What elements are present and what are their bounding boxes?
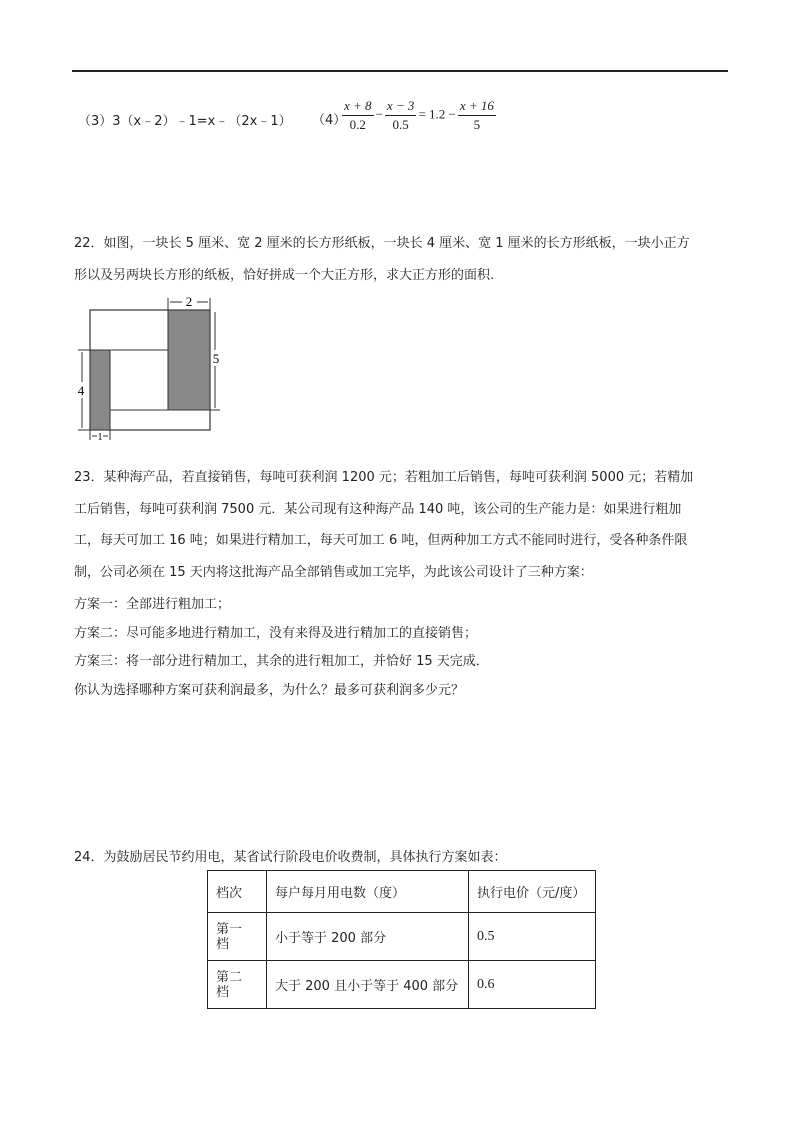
q22-line-1: 22．如图，一块长 5 厘米、宽 2 厘米的长方形纸板，一块长 4 厘米、宽 1 厘米的长方形纸板，一块小正方 [74,236,690,251]
rectangle-2x5 [168,310,210,410]
q23-line-3: 工，每天可加工 16 吨；如果进行精加工，每天可加工 6 吨，但两种加工方式不能同时进行，受各种条件限 [74,533,688,548]
q21-item4-label: （4） [312,113,347,128]
q23-question: 你认为选择哪种方案可获利润最多，为什么？最多可获利润多少元？ [74,682,465,698]
dim-label-right: 5 [212,351,220,366]
fraction-1 [342,97,374,134]
rectangle-1x4 [90,350,110,430]
fraction-2-denominator: 0.5 [392,117,409,132]
q23-plans [74,591,489,705]
q23-plan-2: 方案二：尽可能多地进行精加工，没有来得及进行精加工的直接销售； [74,625,478,641]
dim-label-left: 4 [77,383,85,398]
q21-item3-label: （3） [78,114,113,129]
table-header-row [208,871,596,913]
fraction-3 [458,97,496,134]
price-table [207,870,596,1009]
price-cell: 0.6 [469,961,596,1009]
tier-cell: 第二 档 [208,961,267,1009]
price-cell: 0.5 [469,913,596,961]
minus-sign: − [375,106,383,122]
q23-plan-1: 方案一：全部进行粗加工； [74,597,231,612]
equals-expression: = 1.2 − [418,106,456,122]
table-row [208,913,596,961]
range-cell: 小于等于 200 部分 [267,913,469,961]
q23-line-4: 制，公司必须在 15 天内将这批海产品全部销售或加工完毕，为此该公司设计了三种方案： [74,564,593,580]
q23-plan-3: 方案三：将一部分进行精加工，其余的进行粗加工，并恰好 15 天完成． [74,654,489,669]
fraction-2-numerator: x − 3 [385,97,417,116]
fraction-3-denominator: 5 [473,117,481,132]
table-header-cell: 执行电价（元/度） [469,871,596,913]
fraction-1-denominator: 0.2 [349,117,366,132]
q21-item3 [78,110,292,129]
q23-line-1: 23．某种海产品，若直接销售，每吨可获利润 1200 元；若粗加工后销售，每吨可获利润 5000 元；若精加 [74,470,694,485]
q23-line-2: 工后销售，每吨可获利润 7500 元．某公司现有这种海产品 140 吨，该公司的生产能力是：如果进行粗加 [74,501,682,517]
q22-line-2: 形以及另两块长方形的纸板，恰好拼成一个大正方形，求大正方形的面积. [74,267,495,283]
tier-cell: 第一 档 [208,913,267,961]
dim-label-top: 2 [185,294,193,309]
table-row [208,961,596,1009]
fraction-3-numerator: x + 16 [458,97,496,116]
q24-intro: 24．为鼓励居民节约用电，某省试行阶段电价收费制，具体执行方案如表： [74,850,507,865]
squares-figure [70,292,230,442]
range-cell: 大于 200 且小于等于 400 部分 [267,961,469,1009]
fraction-2 [385,97,417,134]
table-header-cell: 每户每月用电数（度） [267,871,469,913]
q21-item3-expr: 3（x﹣2）﹣1=x﹣（2x﹣1） [112,114,292,129]
q22-text [74,228,690,291]
dim-label-bottom: 1 [97,432,103,442]
table-header-cell: 档次 [208,871,267,913]
q23-text [74,462,693,588]
top-rule [72,70,728,72]
fraction-1-numerator: x + 8 [342,97,374,116]
